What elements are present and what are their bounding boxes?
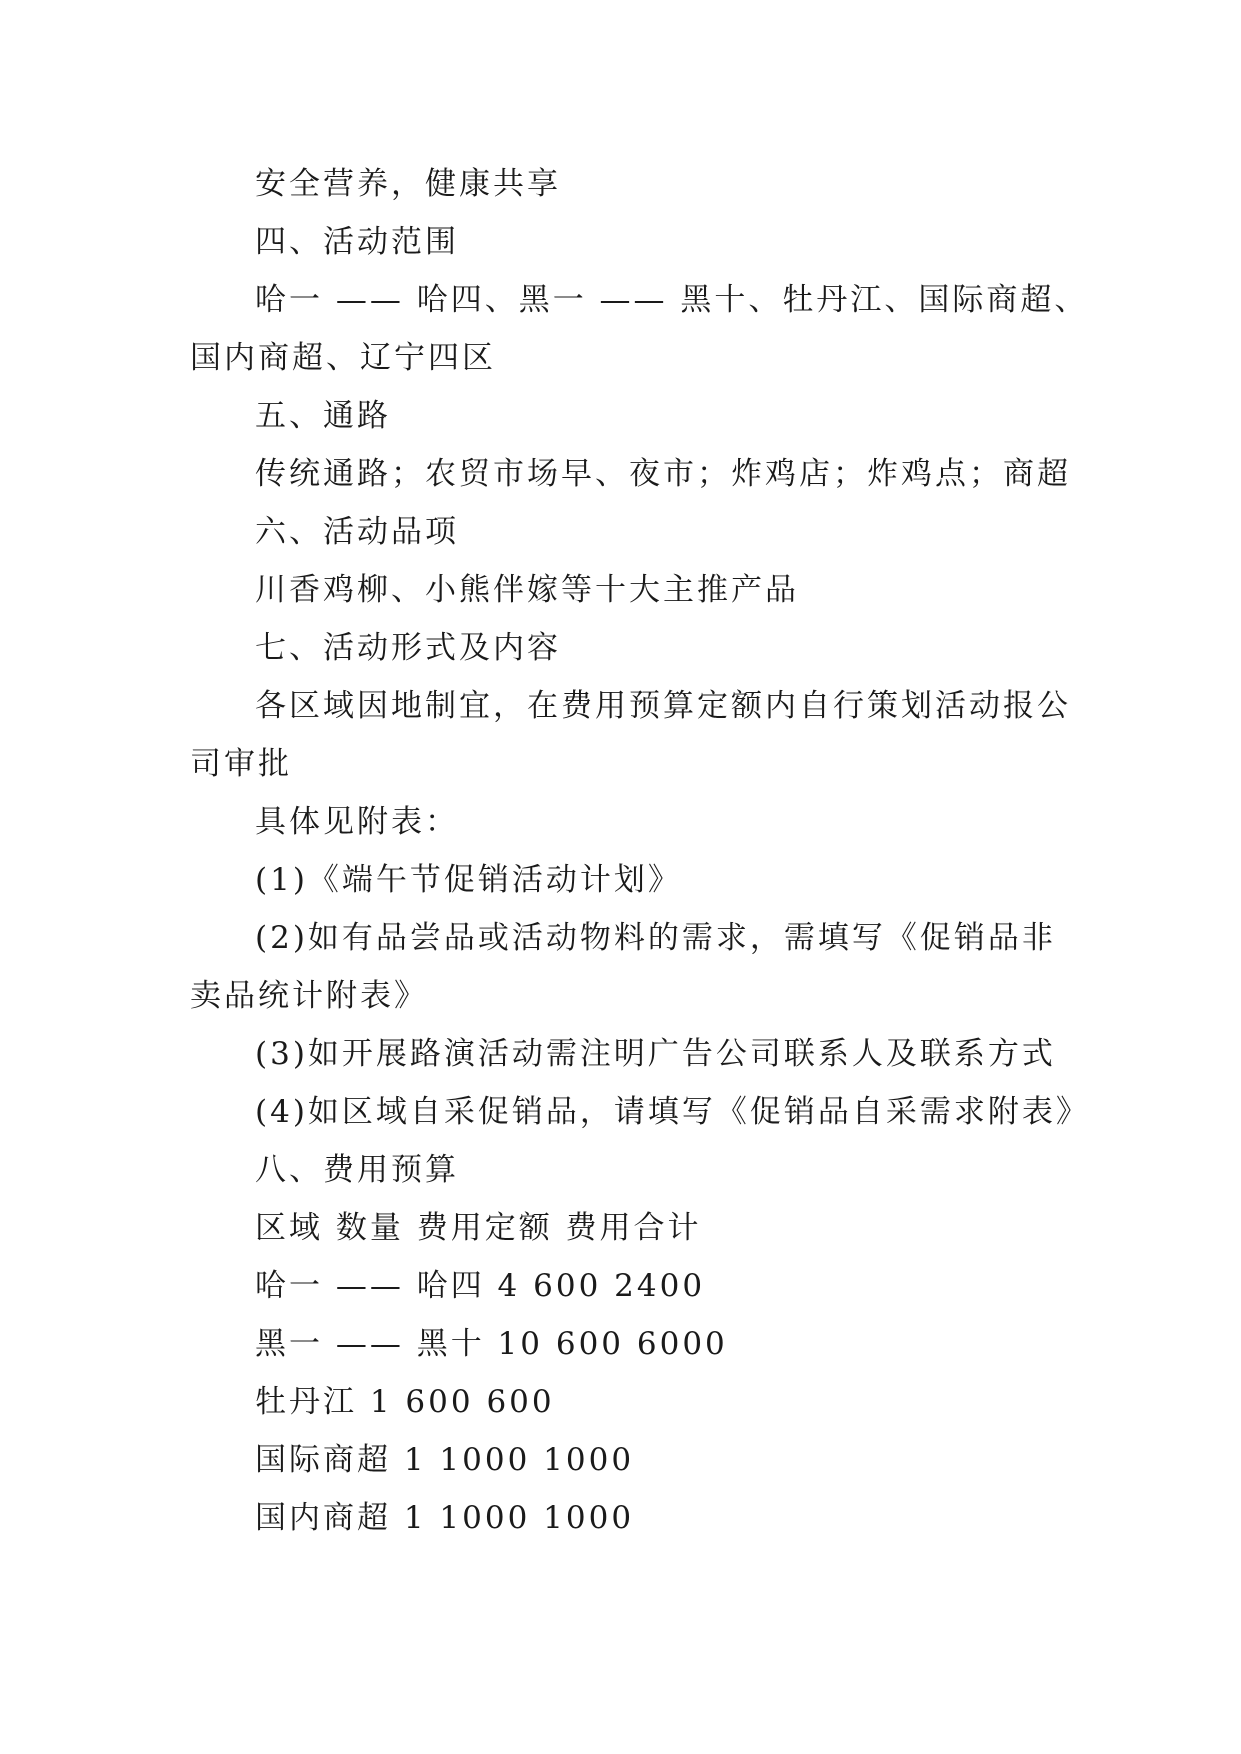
section-heading-scope: 四、活动范围	[255, 224, 459, 260]
section-heading-budget: 八、费用预算	[255, 1152, 459, 1188]
paragraph-channel: 传统通路；农贸市场早、夜市；炸鸡店；炸鸡点；商超	[255, 456, 1071, 492]
section-heading-channel: 五、通路	[255, 398, 391, 434]
list-item-2-line-1: (2)如有品尝品或活动物料的需求，需填写《促销品非	[255, 920, 1056, 956]
budget-row: 黑一 —— 黑十 10 600 6000	[255, 1326, 728, 1362]
section-heading-products: 六、活动品项	[255, 514, 459, 550]
slogan-line: 安全营养，健康共享	[255, 166, 561, 202]
paragraph-attachments: 具体见附表：	[255, 804, 459, 840]
list-item-3: (3)如开展路演活动需注明广告公司联系人及联系方式	[255, 1036, 1056, 1072]
paragraph-form-line-1: 各区域因地制宜，在费用预算定额内自行策划活动报公	[255, 688, 1071, 724]
budget-header-row: 区域 数量 费用定额 费用合计	[255, 1210, 702, 1246]
list-item-2-line-2: 卖品统计附表》	[190, 978, 428, 1014]
paragraph-scope-line-2: 国内商超、辽宁四区	[190, 340, 496, 376]
budget-row: 国际商超 1 1000 1000	[255, 1442, 635, 1478]
budget-row: 哈一 —— 哈四 4 600 2400	[255, 1268, 706, 1304]
paragraph-form-line-2: 司审批	[190, 746, 292, 782]
list-item-1: (1)《端午节促销活动计划》	[255, 862, 682, 898]
budget-row: 国内商超 1 1000 1000	[255, 1500, 635, 1536]
list-item-4: (4)如区域自采促销品，请填写《促销品自采需求附表》	[255, 1094, 1090, 1130]
budget-row: 牡丹江 1 600 600	[255, 1384, 555, 1420]
paragraph-products: 川香鸡柳、小熊伴嫁等十大主推产品	[255, 572, 799, 608]
section-heading-form: 七、活动形式及内容	[255, 630, 561, 666]
paragraph-scope-line-1: 哈一 —— 哈四、黑一 —— 黑十、牡丹江、国际商超、	[255, 282, 1089, 318]
